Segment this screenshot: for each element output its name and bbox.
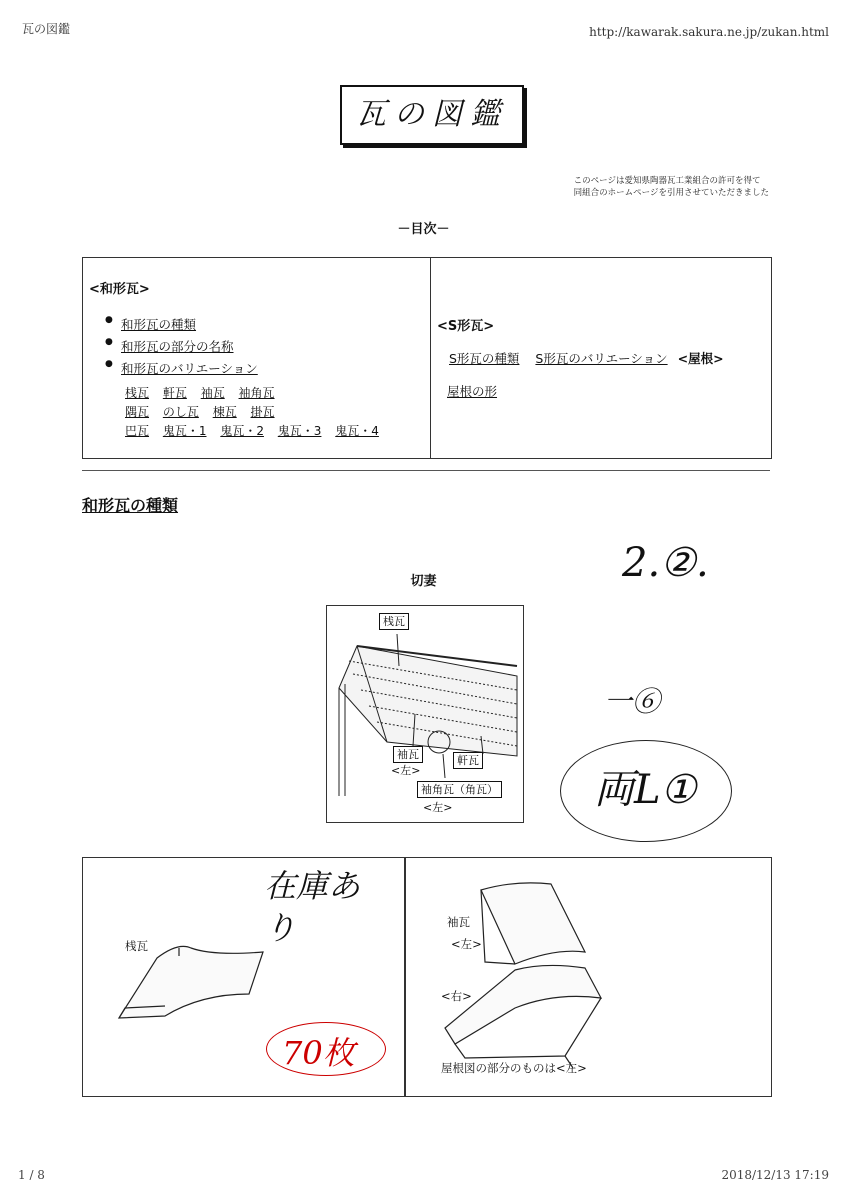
toc-wagata-heading: <和形瓦> [89, 282, 150, 297]
sodegawara-left-label: <左> [451, 937, 482, 951]
credit-note-line1: このページは愛知県陶器瓦工業組合の許可を得て [573, 176, 761, 186]
credit-note-line2: 同組合のホームページを引用させていただきました [573, 188, 769, 198]
toc-sub-row [125, 422, 389, 441]
toc-link-onigawara-2[interactable]: 鬼瓦・2 [220, 424, 264, 438]
sodegawara-panel [404, 857, 772, 1097]
toc-link-sodegawara[interactable]: 袖瓦 [200, 386, 225, 400]
toc-link-sgata-types[interactable]: S形瓦の種類 [449, 351, 520, 366]
handwritten-note-1: 2.②. [622, 540, 709, 586]
toc-link-sumigawara[interactable]: 隅瓦 [125, 405, 150, 419]
toc-link-sangawara[interactable]: 桟瓦 [125, 386, 150, 400]
figure-title: 切妻 [410, 574, 437, 589]
toc-sgata-row [449, 349, 724, 367]
toc-sub-row [125, 403, 389, 422]
toc-link-wagata-types[interactable]: ● 和形瓦の種類 [105, 315, 258, 333]
sodegawara-drawing [405, 858, 771, 1096]
toc-divider [430, 258, 431, 458]
gable-roof-figure [326, 605, 524, 823]
callout-sodekaku-left: <左> [423, 801, 453, 814]
section-title: 和形瓦の種類 [82, 496, 179, 515]
toc-link-nokigawara[interactable]: 軒瓦 [162, 386, 187, 400]
sodegawara-right-label: <右> [441, 989, 472, 1003]
page-logo: 瓦の図鑑 [340, 85, 524, 145]
toc-wagata-list [105, 315, 258, 381]
toc-link-onigawara-1[interactable]: 鬼瓦・1 [162, 424, 207, 438]
callout-sode-left: <左> [391, 764, 421, 777]
toc-link-wagata-variations[interactable]: ● 和形瓦のバリエーション [105, 359, 258, 377]
toc-link-roof-shape[interactable]: 屋根の形 [447, 384, 498, 399]
toc-link-sodekakugawara[interactable]: 袖角瓦 [238, 386, 275, 400]
sodegawara-caption: 屋根図の部分のものは<左> [441, 1061, 587, 1075]
toc-link-munegawara[interactable]: 棟瓦 [212, 405, 237, 419]
credit-note [574, 175, 769, 199]
toc-link-wagata-parts[interactable]: ● 和形瓦の部分の名称 [105, 337, 258, 355]
callout-sodekakugawara: 袖角瓦（角瓦） [417, 781, 502, 798]
sangawara-label: 桟瓦 [125, 939, 148, 953]
handwritten-note-2: 一⑥ [604, 685, 661, 718]
toc-sub-links [125, 384, 389, 441]
print-header-url: http://kawarak.sakura.ne.jp/zukan.html [589, 25, 829, 39]
callout-nokigawara: 軒瓦 [453, 752, 483, 769]
handwritten-note-4: 在庫あり [264, 867, 361, 947]
footer-datetime: 2018/12/13 17:19 [721, 1168, 829, 1182]
toc-link-onigawara-4[interactable]: 鬼瓦・4 [335, 424, 379, 438]
toc-title: －目次－ [397, 222, 450, 237]
section-divider [82, 470, 770, 471]
callout-sangawara: 桟瓦 [379, 613, 409, 630]
toc-sub-row [125, 384, 389, 403]
toc-table [82, 257, 772, 459]
callout-sodegawara: 袖瓦 [393, 746, 423, 763]
sodegawara-label: 袖瓦 [447, 915, 470, 929]
toc-link-sgata-variations[interactable]: S形瓦のバリエーション [535, 351, 668, 366]
toc-link-onigawara-3[interactable]: 鬼瓦・3 [277, 424, 322, 438]
toc-link-noshigawara[interactable]: のし瓦 [162, 405, 199, 419]
handwritten-note-5: 70枚 [282, 1034, 355, 1072]
print-header-title: 瓦の図鑑 [22, 22, 71, 36]
footer-page-number: 1 / 8 [18, 1168, 45, 1182]
toc-sgata-heading: <S形瓦> [437, 319, 495, 334]
toc-link-kakegawara[interactable]: 掛瓦 [250, 405, 275, 419]
toc-link-tomoegawara[interactable]: 巴瓦 [125, 424, 150, 438]
toc-roof-heading: <屋根> [677, 351, 724, 366]
handwritten-note-3: 両L① [594, 767, 697, 813]
